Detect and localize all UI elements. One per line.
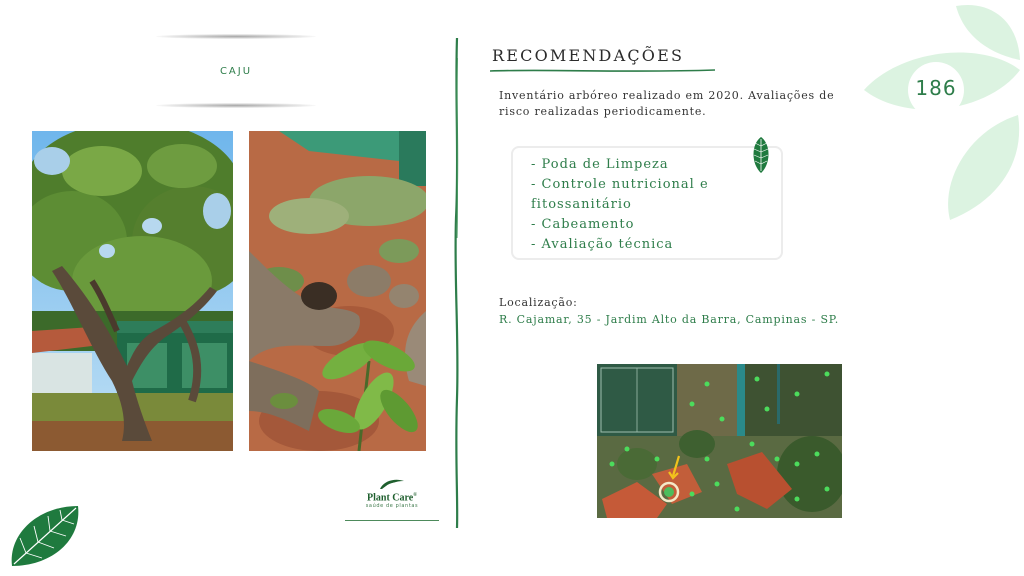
tree-name-card — [150, 34, 322, 108]
leaf-icon — [751, 136, 771, 174]
plant-care-logo — [352, 478, 432, 512]
aerial-map-photo — [597, 364, 842, 518]
page-number: 186 — [915, 76, 957, 100]
recommendation-item: - Poda de Limpeza — [531, 157, 669, 172]
vertical-divider — [452, 38, 462, 528]
recommendations-box — [511, 146, 783, 260]
recommendation-item: fitossanitário — [531, 197, 632, 212]
leaf-decoration-bottom-left — [8, 504, 84, 570]
section-title-underline — [490, 68, 715, 74]
logo-leaf-icon — [378, 478, 406, 490]
logo-name: Plant Care® — [367, 492, 417, 504]
recommendation-item: - Cabeamento — [531, 217, 635, 232]
logo-underline — [345, 520, 439, 521]
roots-photo — [249, 131, 426, 451]
card-shadow-top — [156, 34, 316, 39]
recommendations-list — [531, 155, 709, 255]
leaf-decoration-top-right — [860, 0, 1024, 222]
intro-text: Inventário arbóreo realizado em 2020. Avaliações de risco realizadas periodicamente. — [499, 89, 835, 118]
location-label: Localização: — [499, 296, 578, 309]
tree-name: CAJU — [219, 66, 253, 77]
card-shadow-bottom — [156, 103, 316, 108]
section-title: RECOMENDAÇÕES — [492, 46, 685, 65]
logo-tagline: saúde de plantas — [365, 503, 419, 510]
recommendation-item: - Avaliação técnica — [531, 237, 674, 252]
tree-photo — [32, 131, 233, 451]
location-address: R. Cajamar, 35 - Jardim Alto da Barra, Campinas - SP. — [499, 313, 840, 326]
recommendation-item: - Controle nutricional e — [531, 177, 709, 192]
